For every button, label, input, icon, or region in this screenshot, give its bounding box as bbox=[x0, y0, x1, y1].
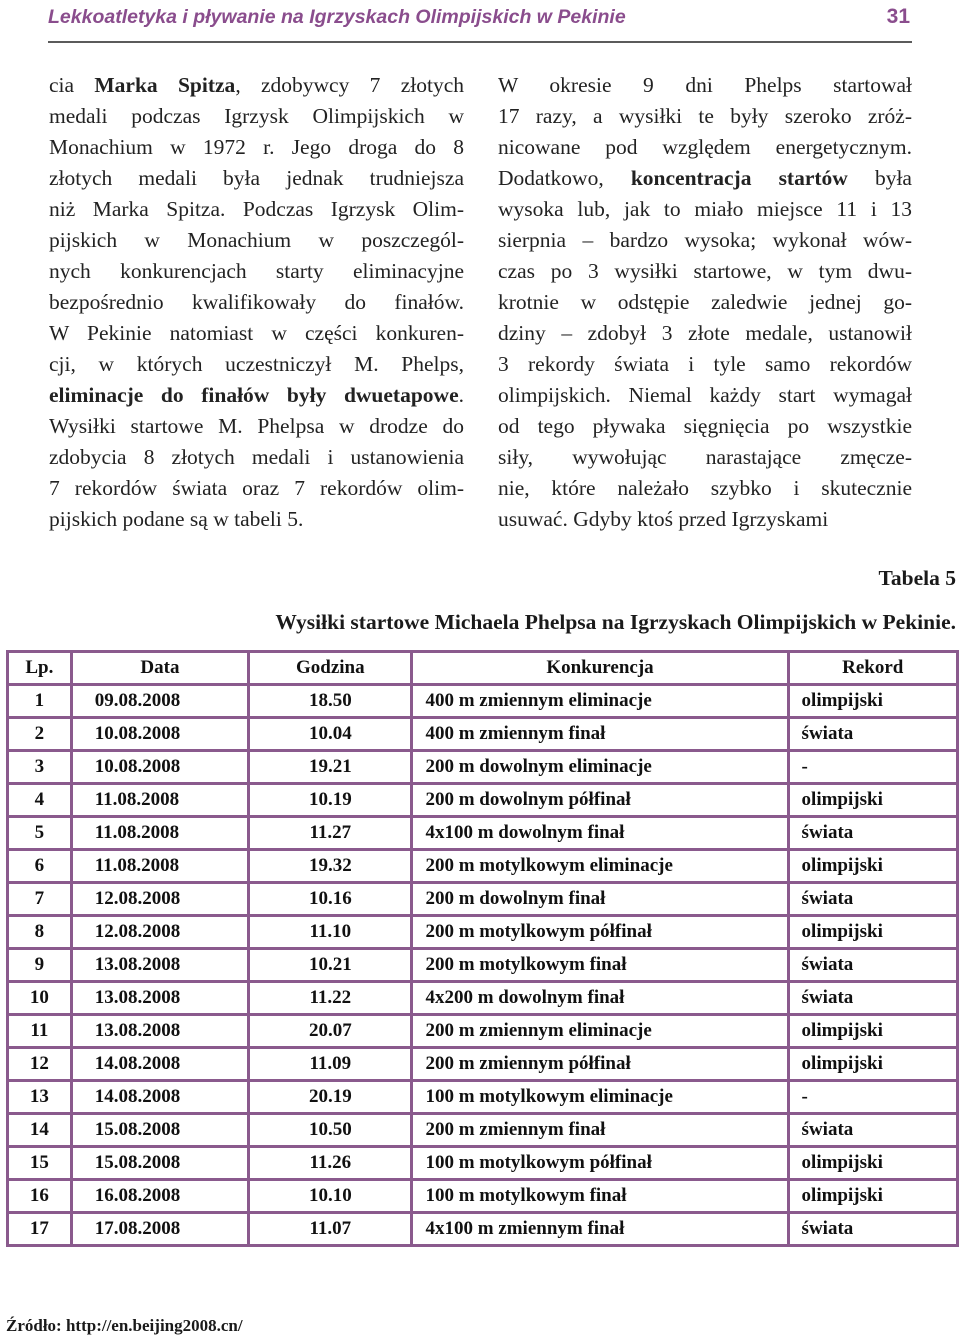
cell-lp: 6 bbox=[8, 850, 72, 883]
text-line bbox=[49, 132, 464, 163]
cell-rekord: świata bbox=[788, 1213, 957, 1246]
text-line bbox=[498, 225, 912, 256]
table-row bbox=[8, 718, 958, 751]
cell-konkurencja: 4x100 m zmiennym finał bbox=[412, 1213, 788, 1246]
table-number: Tabela 5 bbox=[878, 566, 956, 590]
cell-rekord: - bbox=[788, 1081, 957, 1114]
text-run: cji, w których uczestniczył M. Phelps, bbox=[49, 352, 464, 376]
cell-lp: 13 bbox=[8, 1081, 72, 1114]
text-run: olimpijskich. Niemal każdy start wymagał bbox=[498, 383, 912, 407]
left-text-column bbox=[49, 70, 464, 535]
text-line bbox=[498, 287, 912, 318]
text-run: wysoka lub, jak to miało miejsce 11 i 13 bbox=[498, 197, 912, 221]
text-line bbox=[498, 380, 912, 411]
cell-konkurencja: 4x100 m dowolnym finał bbox=[412, 817, 788, 850]
text-line bbox=[49, 225, 464, 256]
text-run: medali podczas Igrzysk Olimpijskich w bbox=[49, 104, 464, 128]
text-line bbox=[498, 411, 912, 442]
text-line bbox=[49, 163, 464, 194]
table-row bbox=[8, 1147, 958, 1180]
cell-data: 11.08.2008 bbox=[71, 817, 248, 850]
cell-rekord: olimpijski bbox=[788, 850, 957, 883]
table-row bbox=[8, 685, 958, 718]
cell-lp: 3 bbox=[8, 751, 72, 784]
cell-rekord: świata bbox=[788, 1114, 957, 1147]
cell-lp: 9 bbox=[8, 949, 72, 982]
cell-data: 09.08.2008 bbox=[71, 685, 248, 718]
text-run: 3 rekordy świata i tyle samo rekordów bbox=[498, 352, 912, 376]
text-run: czas po 3 wysiłki startowe, w tym dwu- bbox=[498, 259, 912, 283]
table-row bbox=[8, 949, 958, 982]
cell-data: 15.08.2008 bbox=[71, 1147, 248, 1180]
cell-godzina: 10.21 bbox=[249, 949, 412, 982]
cell-rekord: świata bbox=[788, 817, 957, 850]
table-row bbox=[8, 1114, 958, 1147]
cell-konkurencja: 400 m zmiennym eliminacje bbox=[412, 685, 788, 718]
bold-text-run: koncentracja startów bbox=[630, 166, 848, 190]
cell-rekord: świata bbox=[788, 718, 957, 751]
cell-rekord: olimpijski bbox=[788, 685, 957, 718]
table-row bbox=[8, 1180, 958, 1213]
cell-lp: 11 bbox=[8, 1015, 72, 1048]
text-line bbox=[49, 349, 464, 380]
text-line bbox=[498, 256, 912, 287]
cell-konkurencja: 200 m dowolnym finał bbox=[412, 883, 788, 916]
cell-godzina: 18.50 bbox=[249, 685, 412, 718]
cell-rekord: olimpijski bbox=[788, 916, 957, 949]
header-data: Data bbox=[71, 652, 248, 685]
text-run: siły, wywołując narastające zmęcze- bbox=[498, 445, 912, 469]
cell-godzina: 20.19 bbox=[249, 1081, 412, 1114]
right-text-column bbox=[498, 70, 912, 535]
cell-godzina: 11.09 bbox=[249, 1048, 412, 1081]
cell-konkurencja: 100 m motylkowym półfinał bbox=[412, 1147, 788, 1180]
cell-lp: 5 bbox=[8, 817, 72, 850]
text-line bbox=[49, 287, 464, 318]
cell-godzina: 11.07 bbox=[249, 1213, 412, 1246]
text-line bbox=[498, 101, 912, 132]
text-line bbox=[49, 194, 464, 225]
bold-text-run: Marka Spitza bbox=[94, 73, 236, 97]
text-run: zdobycia 8 złotych medali i ustanowienia bbox=[49, 445, 464, 469]
table-row bbox=[8, 1213, 958, 1246]
text-run: nych konkurencjach starty eliminacyjne bbox=[49, 259, 464, 283]
text-run: pijskich podane są w tabeli 5. bbox=[49, 507, 304, 531]
text-run: cia bbox=[49, 73, 95, 97]
cell-data: 16.08.2008 bbox=[71, 1180, 248, 1213]
page-header bbox=[48, 0, 912, 43]
text-line bbox=[49, 442, 464, 473]
cell-godzina: 19.32 bbox=[249, 850, 412, 883]
text-line bbox=[498, 132, 912, 163]
cell-lp: 2 bbox=[8, 718, 72, 751]
cell-konkurencja: 200 m motylkowym finał bbox=[412, 949, 788, 982]
text-line bbox=[498, 194, 912, 225]
cell-data: 13.08.2008 bbox=[71, 982, 248, 1015]
cell-data: 14.08.2008 bbox=[71, 1048, 248, 1081]
text-run: W Pekinie natomiast w części konkuren- bbox=[49, 321, 464, 345]
table-row bbox=[8, 883, 958, 916]
cell-data: 11.08.2008 bbox=[71, 784, 248, 817]
text-run: niż Marka Spitza. Podczas Igrzysk Olim- bbox=[49, 197, 464, 221]
text-line bbox=[498, 349, 912, 380]
cell-data: 12.08.2008 bbox=[71, 916, 248, 949]
source-note: Źródło: http://en.beijing2008.cn/ bbox=[6, 1316, 243, 1335]
text-run: Monachium w 1972 r. Jego droga do 8 bbox=[49, 135, 464, 159]
cell-rekord: olimpijski bbox=[788, 784, 957, 817]
cell-rekord: olimpijski bbox=[788, 1015, 957, 1048]
text-run: 7 rekordów świata oraz 7 rekordów olim- bbox=[49, 476, 464, 500]
text-run: złotych medali była jednak trudniejsza bbox=[49, 166, 464, 190]
cell-godzina: 11.26 bbox=[249, 1147, 412, 1180]
cell-konkurencja: 400 m zmiennym finał bbox=[412, 718, 788, 751]
cell-godzina: 10.19 bbox=[249, 784, 412, 817]
text-run: Wysiłki startowe M. Phelpsa w drodze do bbox=[49, 414, 464, 438]
cell-data: 17.08.2008 bbox=[71, 1213, 248, 1246]
cell-konkurencja: 4x200 m dowolnym finał bbox=[412, 982, 788, 1015]
header-rekord: Rekord bbox=[788, 652, 957, 685]
page-number: 31 bbox=[886, 5, 910, 28]
text-line bbox=[49, 101, 464, 132]
text-line bbox=[498, 504, 912, 535]
cell-konkurencja: 200 m dowolnym półfinał bbox=[412, 784, 788, 817]
text-line bbox=[498, 473, 912, 504]
cell-konkurencja: 200 m dowolnym eliminacje bbox=[412, 751, 788, 784]
cell-lp: 7 bbox=[8, 883, 72, 916]
cell-lp: 1 bbox=[8, 685, 72, 718]
table-row bbox=[8, 850, 958, 883]
text-run: sierpnia – bardzo wysoka; wykonał wów- bbox=[498, 228, 912, 252]
text-run: 17 razy, a wysiłki te były szeroko zróż- bbox=[498, 104, 912, 128]
cell-lp: 12 bbox=[8, 1048, 72, 1081]
cell-godzina: 11.27 bbox=[249, 817, 412, 850]
table-row bbox=[8, 1081, 958, 1114]
cell-data: 10.08.2008 bbox=[71, 718, 248, 751]
cell-godzina: 10.10 bbox=[249, 1180, 412, 1213]
running-title: Lekkoatletyka i pływanie na Igrzyskach Olimpijskich w Pekinie bbox=[48, 6, 626, 28]
text-line bbox=[49, 504, 464, 535]
cell-lp: 8 bbox=[8, 916, 72, 949]
cell-godzina: 10.50 bbox=[249, 1114, 412, 1147]
cell-konkurencja: 200 m motylkowym półfinał bbox=[412, 916, 788, 949]
cell-data: 11.08.2008 bbox=[71, 850, 248, 883]
cell-godzina: 11.10 bbox=[249, 916, 412, 949]
text-run: nicowane pod względem energetycznym. bbox=[498, 135, 912, 159]
cell-godzina: 11.22 bbox=[249, 982, 412, 1015]
cell-data: 13.08.2008 bbox=[71, 949, 248, 982]
text-line bbox=[49, 70, 464, 101]
text-run: była bbox=[847, 166, 912, 190]
text-line bbox=[498, 442, 912, 473]
table-row bbox=[8, 784, 958, 817]
text-line bbox=[498, 70, 912, 101]
text-run: krotnie w odstępie zaledwie jednej go- bbox=[498, 290, 912, 314]
text-line bbox=[49, 411, 464, 442]
starts-table bbox=[6, 650, 959, 1247]
cell-konkurencja: 200 m zmiennym półfinał bbox=[412, 1048, 788, 1081]
cell-data: 13.08.2008 bbox=[71, 1015, 248, 1048]
cell-konkurencja: 200 m motylkowym eliminacje bbox=[412, 850, 788, 883]
cell-godzina: 19.21 bbox=[249, 751, 412, 784]
cell-rekord: - bbox=[788, 751, 957, 784]
cell-rekord: świata bbox=[788, 883, 957, 916]
text-run: usuwać. Gdyby ktoś przed Igrzyskami bbox=[498, 507, 829, 531]
cell-rekord: świata bbox=[788, 949, 957, 982]
cell-lp: 14 bbox=[8, 1114, 72, 1147]
cell-godzina: 20.07 bbox=[249, 1015, 412, 1048]
text-run: pijskich w Monachium w poszczegól- bbox=[49, 228, 464, 252]
table-row bbox=[8, 751, 958, 784]
text-line bbox=[49, 473, 464, 504]
cell-lp: 16 bbox=[8, 1180, 72, 1213]
text-run: od tego pływaka sięgnięcia po wszystkie bbox=[498, 414, 912, 438]
cell-rekord: olimpijski bbox=[788, 1048, 957, 1081]
cell-lp: 4 bbox=[8, 784, 72, 817]
cell-lp: 10 bbox=[8, 982, 72, 1015]
text-run: dziny – zdobył 3 złote medale, ustanowił bbox=[498, 321, 912, 345]
cell-data: 12.08.2008 bbox=[71, 883, 248, 916]
table-row bbox=[8, 982, 958, 1015]
cell-rekord: olimpijski bbox=[788, 1180, 957, 1213]
cell-konkurencja: 100 m motylkowym eliminacje bbox=[412, 1081, 788, 1114]
cell-lp: 15 bbox=[8, 1147, 72, 1180]
cell-konkurencja: 100 m motylkowym finał bbox=[412, 1180, 788, 1213]
text-line bbox=[49, 380, 464, 411]
table-row bbox=[8, 1015, 958, 1048]
text-run: W okresie 9 dni Phelps startował bbox=[498, 73, 912, 97]
text-run: nie, które należało szybko i skutecznie bbox=[498, 476, 912, 500]
text-line bbox=[49, 256, 464, 287]
cell-rekord: świata bbox=[788, 982, 957, 1015]
table-row bbox=[8, 1048, 958, 1081]
text-line bbox=[498, 163, 912, 194]
header-lp: Lp. bbox=[8, 652, 72, 685]
text-run: . bbox=[458, 383, 464, 407]
table-title: Wysiłki startowe Michaela Phelpsa na Igrzyskach Olimpijskich w Pekinie. bbox=[275, 610, 956, 634]
table-header-row bbox=[8, 652, 958, 685]
cell-data: 14.08.2008 bbox=[71, 1081, 248, 1114]
text-run: Dodatkowo, bbox=[498, 166, 631, 190]
header-konkurencja: Konkurencja bbox=[412, 652, 788, 685]
cell-rekord: olimpijski bbox=[788, 1147, 957, 1180]
cell-godzina: 10.04 bbox=[249, 718, 412, 751]
text-line bbox=[498, 318, 912, 349]
table-row bbox=[8, 817, 958, 850]
text-run: , zdobywcy 7 złotych bbox=[235, 73, 464, 97]
cell-godzina: 10.16 bbox=[249, 883, 412, 916]
cell-konkurencja: 200 m zmiennym eliminacje bbox=[412, 1015, 788, 1048]
table-row bbox=[8, 916, 958, 949]
cell-konkurencja: 200 m zmiennym finał bbox=[412, 1114, 788, 1147]
header-godzina: Godzina bbox=[249, 652, 412, 685]
cell-data: 15.08.2008 bbox=[71, 1114, 248, 1147]
cell-data: 10.08.2008 bbox=[71, 751, 248, 784]
bold-text-run: eliminacje do finałów były dwuetapowe bbox=[49, 383, 459, 407]
cell-lp: 17 bbox=[8, 1213, 72, 1246]
text-line bbox=[49, 318, 464, 349]
text-run: bezpośrednio kwalifikowały do finałów. bbox=[49, 290, 464, 314]
